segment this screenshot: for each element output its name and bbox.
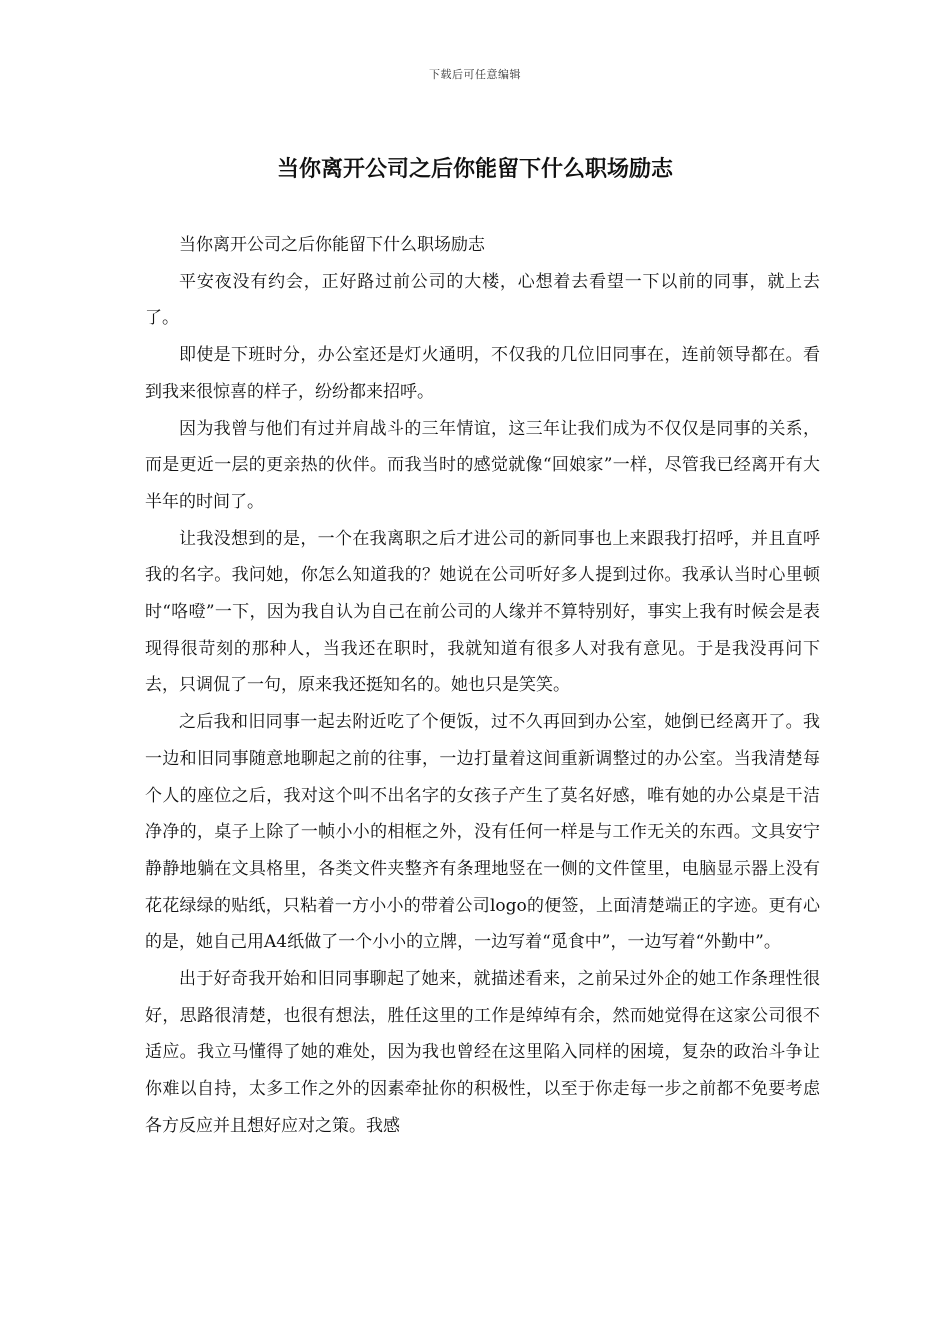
paragraph: 让我没想到的是，一个在我离职之后才进公司的新同事也上来跟我打招呼，并且直呼我的名字。我问她，你怎么知道我的？她说在公司听好多人提到过你。我承认当时心里顿时“咯噔”一下，因为我自认为自己在前公司的人缘并不算特别好，事实上我有时候会是表现得很苛刻的那种人，当我还在职时，我就知道有很多人对我有意见。于是我没再问下去，只调侃了一句，原来我还挺知名的。她也只是笑笑。 xyxy=(145,528,820,696)
document-body xyxy=(145,227,820,1145)
paragraph: 即使是下班时分，办公室还是灯火通明，不仅我的几位旧同事在，连前领导都在。看到我来很惊喜的样子，纷纷都来招呼。 xyxy=(145,345,820,402)
header-note: 下载后可任意编辑 xyxy=(429,68,521,81)
paragraph: 平安夜没有约会，正好路过前公司的大楼，心想着去看望一下以前的同事，就上去了。 xyxy=(145,271,820,329)
paragraph-subtitle: 当你离开公司之后你能留下什么职场励志 xyxy=(179,235,485,255)
paragraph: 之后我和旧同事一起去附近吃了个便饭，过不久再回到办公室，她倒已经离开了。我一边和旧同事随意地聊起之前的往事，一边打量着这间重新调整过的办公室。当我清楚每个人的座位之后，我对这个叫不出名字的女孩子产生了莫名好感，唯有她的办公桌是干洁净净的，桌子上除了一帧小小的相框之外，没有任何一样是与工作无关的东西。文具安宁静静地躺在文具格里，各类文件夹整齐有条理地竖在一侧的文件筐里，电脑显示器上没有花花绿绿的贴纸，只粘着一方小小的带着公司logo的便签，上面清楚端正的字迹。更有心的是，她自己用A4纸做了一个小小的立牌，一边写着“觅食中”，一边写着“外勤中”。 xyxy=(145,712,820,953)
paragraph: 因为我曾与他们有过并肩战斗的三年情谊，这三年让我们成为不仅仅是同事的关系，而是更近一层的更亲热的伙伴。而我当时的感觉就像“回娘家”一样，尽管我已经离开有大半年的时间了。 xyxy=(145,418,820,512)
paragraph: 出于好奇我开始和旧同事聊起了她来，就描述看来，之前呆过外企的她工作条理性很好，思路很清楚，也很有想法，胜任这里的工作是绰绰有余，然而她觉得在这家公司很不适应。我立马懂得了她的难处，因为我也曾经在这里陷入同样的困境，复杂的政治斗争让你难以自持，太多工作之外的因素牵扯你的积极性，以至于你走每一步之前都不免要考虑各方反应并且想好应对之策。我感 xyxy=(145,969,820,1136)
document-title: 当你离开公司之后你能留下什么职场励志 xyxy=(276,156,673,182)
